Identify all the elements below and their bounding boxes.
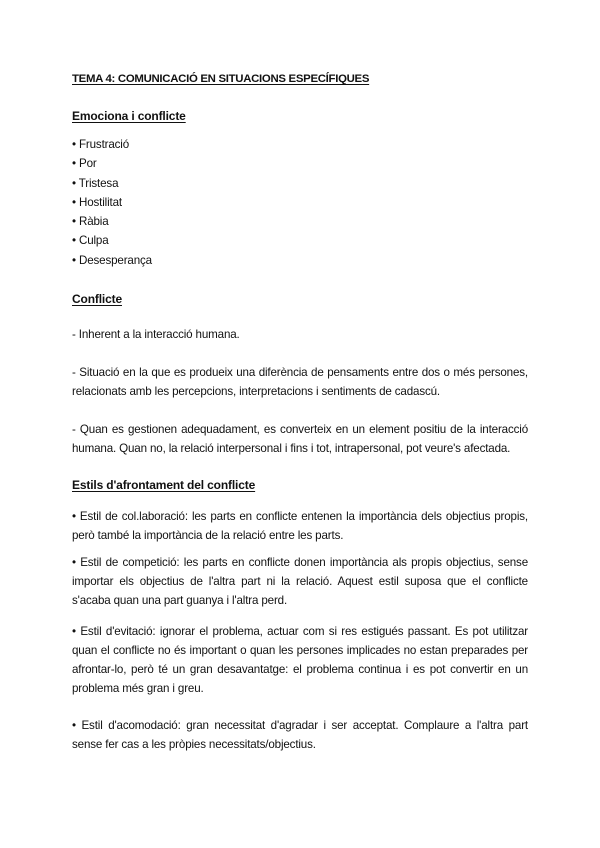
conflict-paragraph: - Inherent a la interacció humana.	[72, 328, 240, 341]
list-item: • Desesperança	[72, 253, 152, 267]
list-item: • Culpa	[72, 234, 109, 248]
style-paragraph: • Estil de col.laboració: les parts en conflicte entenen la importància dels objectius propis, però també la importància de la relació entre les parts.	[72, 510, 528, 542]
emotions-list	[72, 138, 152, 273]
list-item: • Por	[72, 157, 97, 171]
list-item: • Ràbia	[72, 215, 109, 229]
list-item: • Frustració	[72, 138, 130, 151]
conflict-paragraph: - Quan es gestionen adequadament, es converteix en un element positiu de la interacció humana. Quan no, la relació interpersonal i fins i tot, intrapersonal, pot veure's afectada.	[72, 423, 528, 455]
styles-heading: Estils d'afrontament del conflicte	[72, 478, 256, 492]
list-item: • Hostilitat	[72, 195, 122, 209]
style-paragraph: • Estil d'evitació: ignorar el problema, actuar com si res estigués passant. Es pot utilitzar quan el conflicte no és important o quan les persones implicades no estan preparades per afrontar-lo, però té un gran desavantatge: el problema continua i es pot convertir en un problema més gran i greu.	[72, 625, 528, 695]
style-paragraph: • Estil d'acomodació: gran necessitat d'agradar i ser acceptat. Complaure a l'altra part sense fer cas a les pròpies necessitats/objectius.	[72, 719, 528, 751]
document-title: TEMA 4: COMUNICACIÓ EN SITUACIONS ESPECÍFIQUES	[72, 73, 370, 85]
list-item: • Tristesa	[72, 176, 119, 190]
conflict-paragraph: - Situació en la que es produeix una diferència de pensaments entre dos o més persones, relacionats amb les percepcions, interpretacions i sentiments de cadascú.	[72, 366, 528, 398]
style-paragraph: • Estil de competició: les parts en conflicte donen importància als propis objectius, sense importar els objectius de l'altra part ni la relació. Aquest estil suposa que el conflicte s'acaba quan una part guanya i l'altra perd.	[72, 556, 528, 607]
emotions-heading: Emociona i conflicte	[72, 109, 186, 123]
conflict-heading: Conflicte	[72, 292, 122, 306]
